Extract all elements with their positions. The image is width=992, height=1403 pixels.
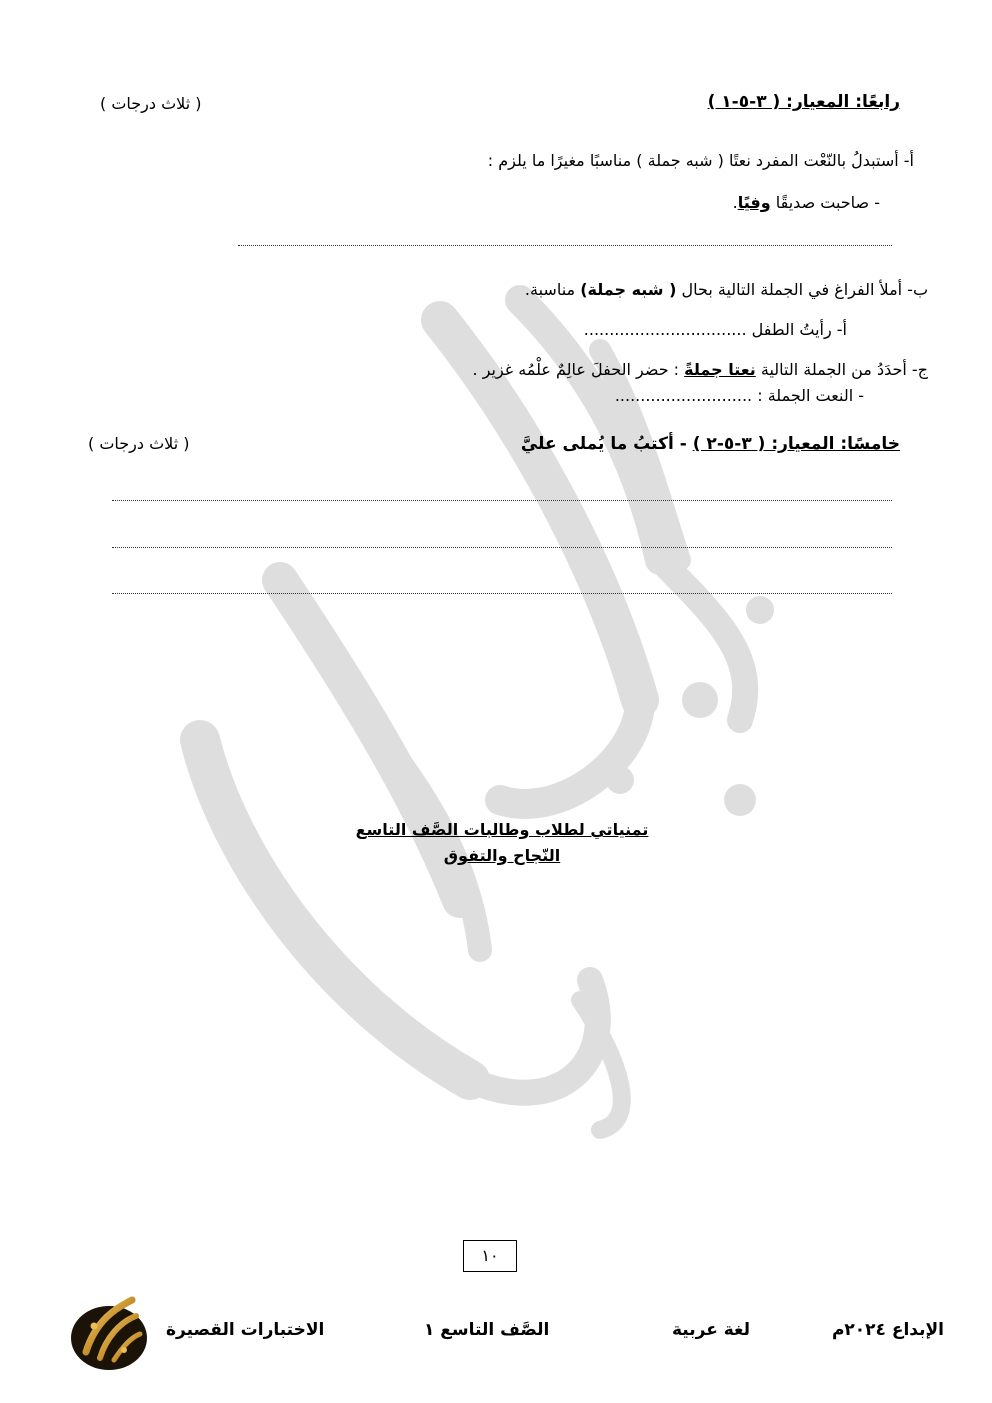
- question-a-sentence-bold: وفيًا: [737, 193, 771, 212]
- question-b-instruction-prefix: ب- أملأ الفراغ في الجملة التالية بحال: [676, 280, 928, 299]
- question-c-instruction: [473, 360, 928, 379]
- section-5-title-bold: خامسًا: المعيار: ( ٣-٥-٢ ): [692, 434, 900, 454]
- dictation-line-2[interactable]: [112, 547, 892, 548]
- page-number: ١٠: [463, 1240, 517, 1272]
- footer-brand: الإبداع ٢٠٢٤م: [831, 1320, 944, 1340]
- closing-line-2: النّجاح والتفوق: [443, 846, 561, 865]
- question-c-instruction-suffix: : حضر الحفلَ عالِمٌ علْمُه غزير .: [472, 360, 685, 379]
- question-a-sentence: [733, 193, 880, 212]
- question-c-answer: - النعت الجملة : ...........................: [614, 386, 864, 405]
- question-b-instruction: [525, 280, 928, 299]
- section-5-title: [521, 434, 900, 454]
- question-a-sentence-suffix: .: [732, 193, 738, 212]
- dictation-line-1[interactable]: [112, 500, 892, 501]
- question-c-instruction-prefix: ج- أحدَدُ من الجملة التالية: [755, 360, 928, 379]
- brand-logo: [66, 1290, 152, 1376]
- section-4-grade: ( ثلاث درجات ): [100, 94, 202, 113]
- question-a-sentence-prefix: - صاحبت صديقًا: [770, 193, 880, 212]
- question-b-instruction-bold: ( شبه جملة): [580, 280, 677, 299]
- question-a-instruction: أ- أستبدلُ بالنّعْت المفرد نعتًا ( شبه جملة ) مناسبًا مغيرًا ما يلزم :: [487, 151, 914, 170]
- footer-series: الاختبارات القصيرة: [166, 1320, 325, 1340]
- dictation-line-3[interactable]: [112, 593, 892, 594]
- question-c-instruction-bold: نعتا جملةً: [684, 360, 756, 379]
- question-b-instruction-suffix: مناسبة.: [524, 280, 581, 299]
- footer-grade: الصَّف التاسع ١: [424, 1320, 550, 1340]
- section-5-title-rest: - أكتبُ ما يُملى عليَّ: [520, 434, 693, 454]
- section-5-grade: ( ثلاث درجات ): [88, 434, 190, 453]
- answer-line-a[interactable]: [238, 245, 892, 246]
- section-4-title: رابعًا: المعيار: ( ٣-٥-١ ): [707, 92, 900, 112]
- question-b-item: أ- رأيتُ الطفل ................................: [583, 320, 847, 339]
- closing-line-1: تمنياتي لطلاب وطالبات الصَّف التاسع: [355, 820, 649, 839]
- footer-subject: لغة عربية: [672, 1320, 751, 1340]
